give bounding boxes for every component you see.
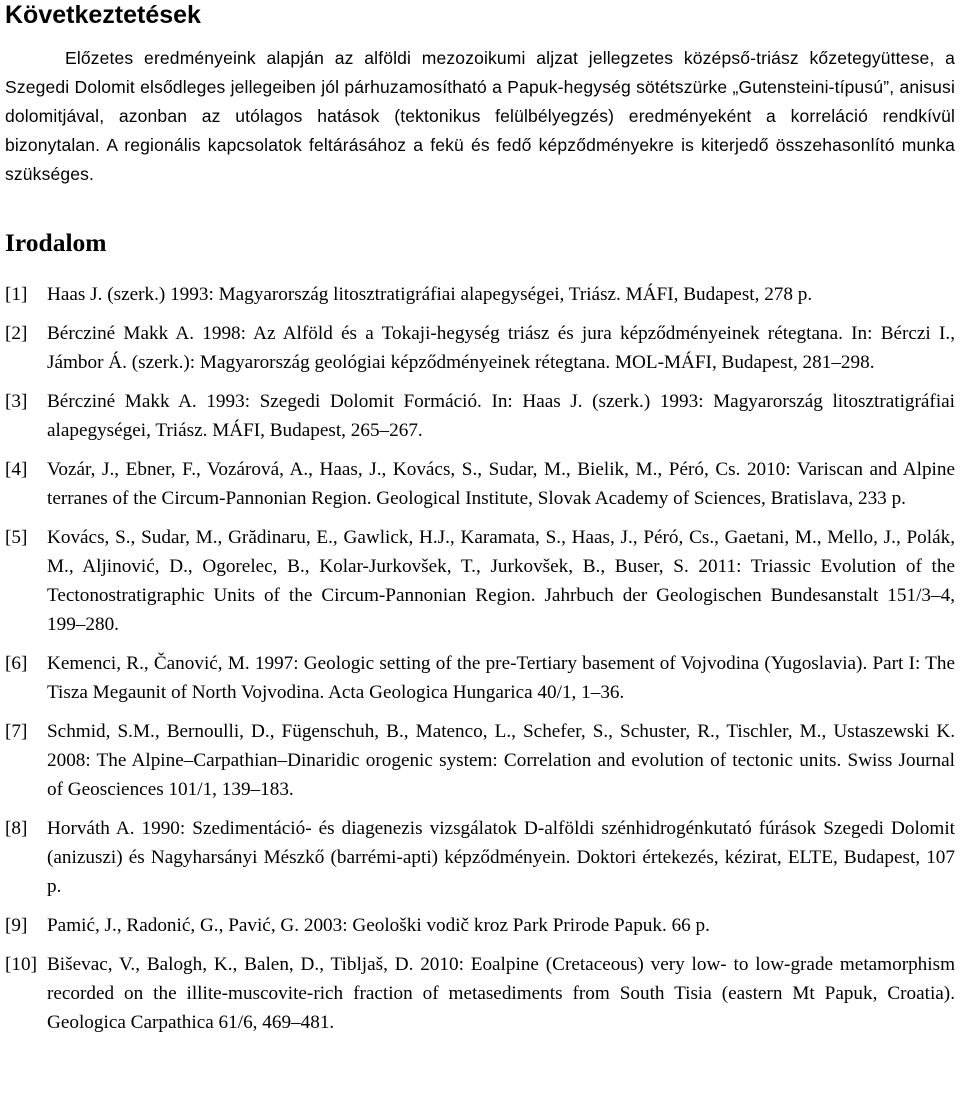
reference-number: [4] (5, 459, 28, 480)
conclusions-paragraph: Előzetes eredményeink alapján az alföldi mezozoikumi aljzat jellegzetes középső-triász kőzetegyüttese, a Szegedi Dolomit elsődleges jellegeiben jól párhuzamosítható a Papuk-hegység sötétszürke „Gutensteini-típusú”, anisusi dolomitjával, azonban az utólagos hatások (tektonikus felülbélyegzés) eredményeként a korreláció rendkívül bizonytalan. A regionális kapcsolatok feltárásához a fekü és fedő képződményekre is kiterjedő összehasonlító munka szükséges. (5, 48, 955, 184)
reference-item (5, 387, 955, 445)
reference-text: Pamić, J., Radonić, G., Pavić, G. 2003: Geološki vodič kroz Park Prirode Papuk. 66 p. (47, 915, 710, 936)
reference-text: Kemenci, R., Čanović, M. 1997: Geologic setting of the pre-Tertiary basement of Vojvodina (Yugoslavia). Part I: The Tisza Megaunit of North Vojvodina. Acta Geologica Hungarica 40/1, 1–36. (47, 653, 955, 703)
reference-number: [10] (5, 954, 37, 975)
reference-item (5, 319, 955, 377)
document-page (5, 0, 955, 1033)
reference-item (5, 814, 955, 901)
reference-item (5, 950, 955, 1037)
references-heading: Irodalom (5, 228, 107, 257)
reference-item (5, 911, 955, 940)
reference-text: Schmid, S.M., Bernoulli, D., Fügenschuh, B., Matenco, L., Schefer, S., Schuster, R., Tischler, M., Ustaszewski K. 2008: The Alpine–Carpathian–Dinaridic orogenic system: Correlation and evolution of tectonic units. Swiss Journal of Geosciences 101/1, 139–183. (47, 721, 955, 800)
reference-item (5, 455, 955, 513)
reference-number: [1] (5, 284, 28, 305)
reference-text: Kovács, S., Sudar, M., Grădinaru, E., Gawlick, H.J., Karamata, S., Haas, J., Péró, Cs., Gaetani, M., Mello, J., Polák, M., Aljinović, D., Ogorelec, B., Kolar-Jurkovšek, T., Jurkovšek, B., Buser, S. 2011: Triassic Evolution of the Tectonostratigraphic Units of the Circum-Pannonian Region. Jahrbuch der Geologischen Bundesanstalt 151/3–4, 199–280. (47, 527, 955, 635)
reference-text: Bércziné Makk A. 1993: Szegedi Dolomit Formáció. In: Haas J. (szerk.) 1993: Magyarország litosztratigráfiai alapegységei, Triász. MÁFI, Budapest, 265–267. (47, 391, 955, 441)
reference-text: Bércziné Makk A. 1998: Az Alföld és a Tokaji-hegység triász és jura képződményeinek rétegtana. In: Bérczi I., Jámbor Á. (szerk.): Magyarország geológiai képződményeinek rétegtana. MOL-MÁFI, Budapest, 281–298. (47, 323, 955, 373)
reference-number: [3] (5, 391, 28, 412)
reference-item (5, 280, 955, 309)
reference-item (5, 649, 955, 707)
reference-number: [8] (5, 818, 28, 839)
reference-item (5, 523, 955, 639)
reference-text: Horváth A. 1990: Szedimentáció- és diagenezis vizsgálatok D-alföldi szénhidrogénkutató fúrások Szegedi Dolomit (anizuszi) és Nagyharsányi Mészkő (barrémi-apti) képződményein. Doktori értekezés, kézirat, ELTE, Budapest, 107 p. (47, 818, 955, 897)
conclusions-heading: Következtetések (5, 1, 201, 29)
reference-number: [2] (5, 323, 28, 344)
reference-item (5, 717, 955, 804)
reference-number: [5] (5, 527, 28, 548)
reference-text: Haas J. (szerk.) 1993: Magyarország litosztratigráfiai alapegységei, Triász. MÁFI, Budapest, 278 p. (47, 284, 813, 305)
reference-number: [7] (5, 721, 28, 742)
reference-number: [9] (5, 915, 28, 936)
reference-number: [6] (5, 653, 28, 674)
reference-text: Vozár, J., Ebner, F., Vozárová, A., Haas, J., Kovács, S., Sudar, M., Bielik, M., Péró, Cs. 2010: Variscan and Alpine terranes of the Circum-Pannonian Region. Geological Institute, Slovak Academy of Sciences, Bratislava, 233 p. (47, 459, 955, 509)
reference-list (5, 280, 955, 1047)
reference-text: Biševac, V., Balogh, K., Balen, D., Tibljaš, D. 2010: Eoalpine (Cretaceous) very low- to low-grade metamorphism recorded on the illite-muscovite-rich fraction of metasediments from South Tisia (eastern Mt Papuk, Croatia). Geologica Carpathica 61/6, 469–481. (47, 954, 955, 1033)
